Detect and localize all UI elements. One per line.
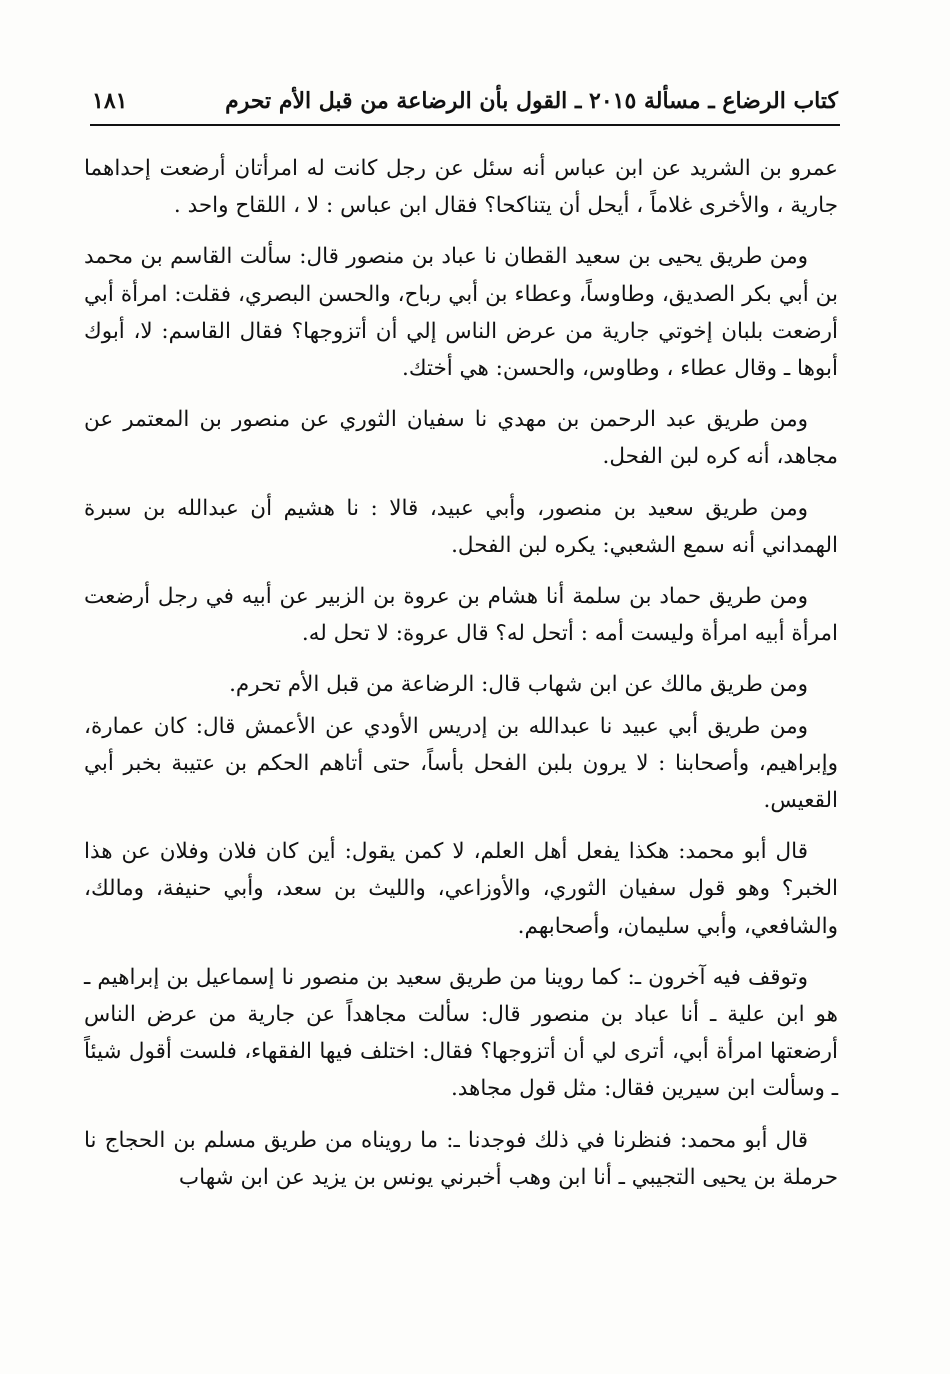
- page-header: [92, 70, 838, 114]
- paragraph: ومن طريق عبد الرحمن بن مهدي نا سفيان الثوري عن منصور بن المعتمر عن مجاهد، أنه كره لبن الفحل.: [84, 407, 838, 470]
- running-title: كتاب الرضاع ـ مسألة ٢٠١٥ ـ القول بأن الرضاعة من قبل الأم تحرم: [225, 88, 838, 114]
- page-number: ١٨١: [92, 88, 128, 114]
- paragraph: ومن طريق أبي عبيد نا عبدالله بن إدريس الأودي عن الأعمش قال: كان عمارة، وإبراهيم، وأصحابنا : لا يرون بلبن الفحل بأساً، حتى أتاهم الحكم بن عتيبة بخبر أبي القعيس.: [84, 713, 838, 814]
- paragraph: ومن طريق سعيد بن منصور، وأبي عبيد، قالا : نا هشيم أن عبدالله بن سبرة الهمداني أنه سمع الشعبي: يكره لبن الفحل.: [84, 495, 838, 558]
- paragraph: قال أبو محمد: فنظرنا في ذلك فوجدنا ـ: ما رويناه من طريق مسلم بن الحجاج نا حرملة بن يحيى التجيبي ـ أنا ابن وهب أخبرني يونس بن يزيد عن ابن شهاب: [84, 1127, 838, 1190]
- paragraph: ومن طريق مالك عن ابن شهاب قال: الرضاعة من قبل الأم تحرم.: [229, 672, 808, 698]
- paragraph: وتوقف فيه آخرون ـ: كما روينا من طريق سعيد بن منصور نا إسماعيل بن إبراهيم ـ هو ابن علية ـ أنا عباد بن منصور قال: سألت مجاهداً عن جارية من عرض الناس أرضعتها امرأة أبي، أترى لي أن أتزوجها؟ فقال: اختلف فيها الفقهاء، فلست أقول شيئاً ـ وسألت ابن سيرين فقال: مثل قول مجاهد.: [84, 964, 838, 1102]
- body-text: [84, 150, 838, 1210]
- paragraph: ومن طريق حماد بن سلمة أنا هشام بن عروة بن الزبير عن أبيه في رجل أرضعت امرأة أبيه امرأة وليست أمه : أتحل له؟ قال عروة: لا تحل له.: [84, 584, 838, 647]
- header-rule: [90, 124, 840, 126]
- paragraph: عمرو بن الشريد عن ابن عباس أنه سئل عن رجل كانت له امرأتان أرضعت إحداهما جارية ، والأخرى غلاماً ، أيحل أن يتناكحا؟ فقال ابن عباس : لا ، اللقاح واحد .: [84, 156, 838, 219]
- paragraph: قال أبو محمد: هكذا يفعل أهل العلم، لا كمن يقول: أين كان فلان وفلان عن هذا الخبر؟ وهو قول سفيان الثوري، والأوزاعي، والليث بن سعد، وأبي حنيفة، ومالك، والشافعي، وأبي سليمان، وأصحابهم.: [84, 839, 838, 939]
- paragraph: ومن طريق يحيى بن سعيد القطان نا عباد بن منصور قال: سألت القاسم بن محمد بن أبي بكر الصديق، وطاوساً، وعطاء بن أبي رباح، والحسن البصري، فقلت: امرأة أبي أرضعت بلبان إخوتي جارية من عرض الناس إلي أن أتزوجها؟ فقال القاسم: لا، أبوك أبوها ـ وقال عطاء ، وطاوس، والحسن: هي أختك.: [84, 244, 838, 382]
